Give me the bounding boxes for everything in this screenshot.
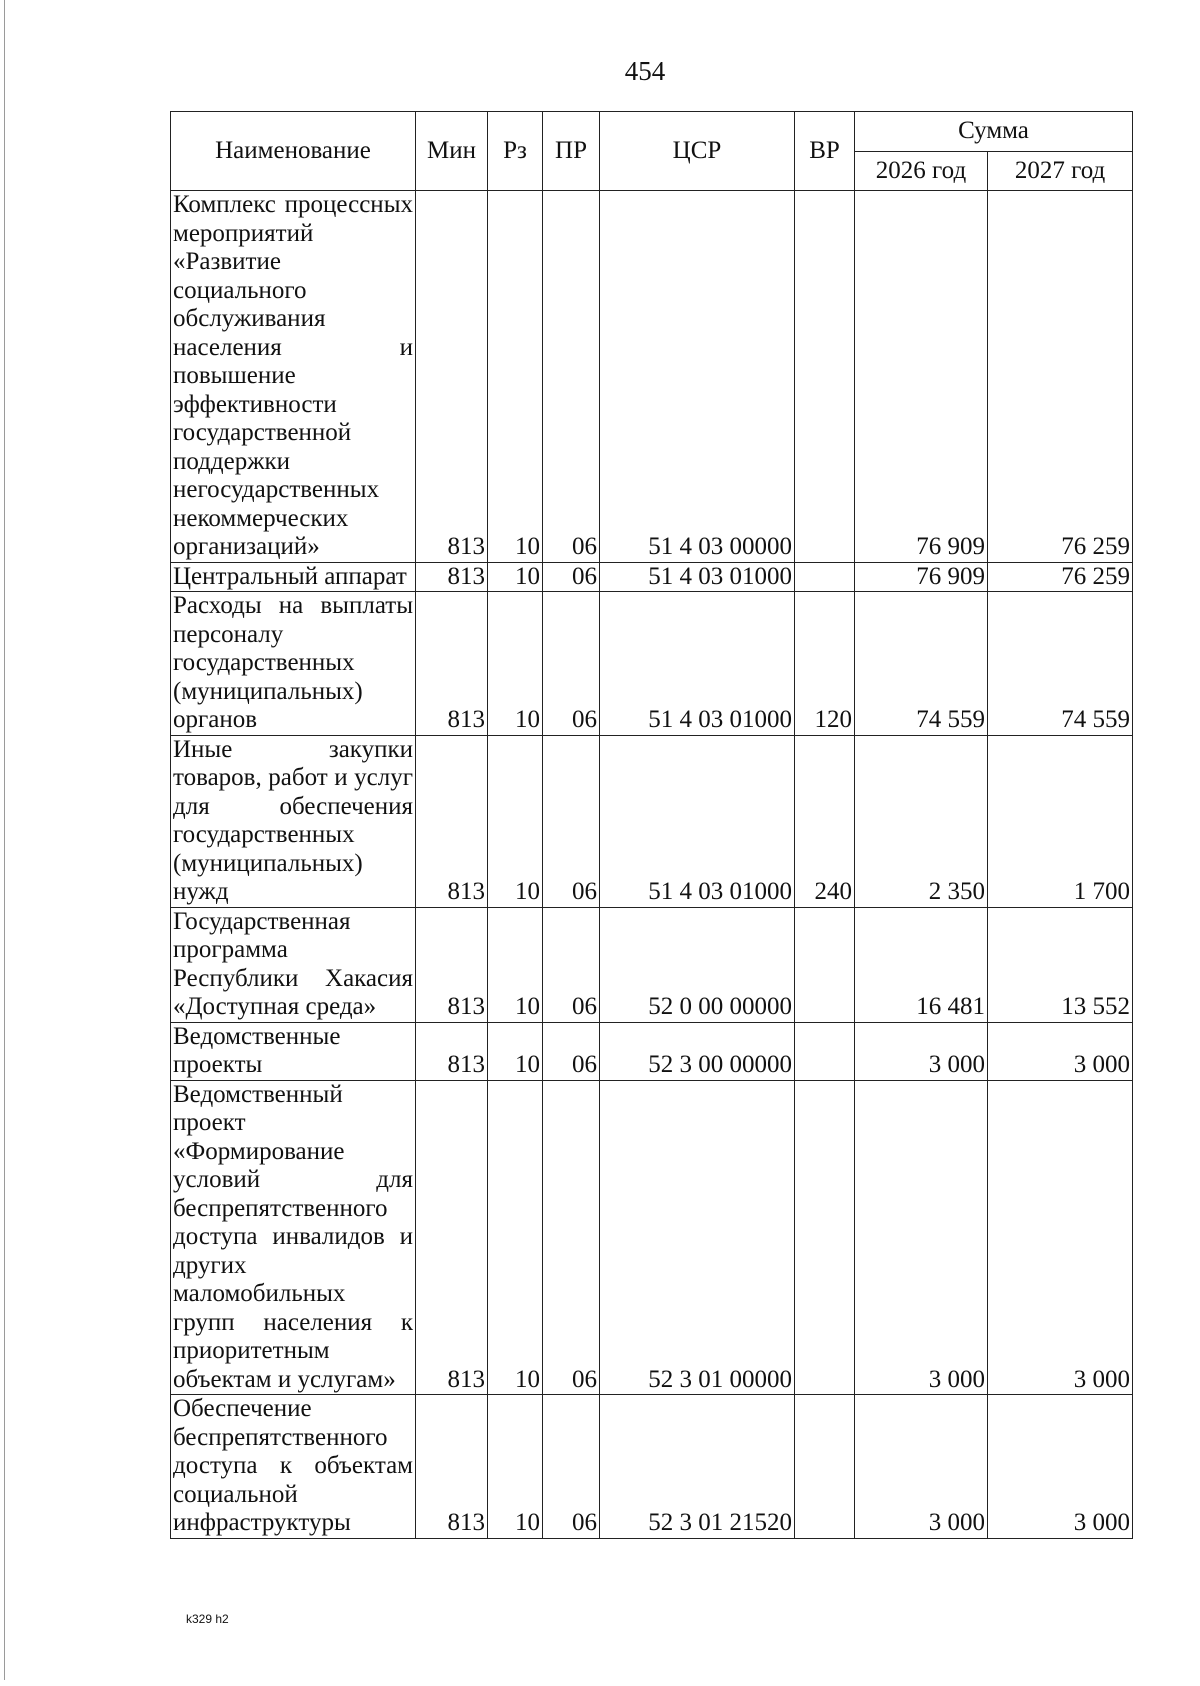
row-vr [795, 191, 855, 563]
row-min: 813 [416, 1022, 488, 1080]
row-rz: 10 [488, 1080, 543, 1395]
row-csr: 51 4 03 00000 [600, 191, 795, 563]
table-body [171, 191, 1133, 1539]
row-csr: 51 4 03 01000 [600, 592, 795, 736]
row-rz: 10 [488, 191, 543, 563]
row-pr: 06 [543, 191, 600, 563]
row-csr: 52 3 01 21520 [600, 1395, 795, 1539]
row-vr [795, 907, 855, 1022]
row-vr: 120 [795, 592, 855, 736]
row-name: Центральный аппарат [171, 562, 416, 592]
row-rz: 10 [488, 562, 543, 592]
row-min: 813 [416, 1395, 488, 1539]
table-row [171, 1022, 1133, 1080]
row-min: 813 [416, 1080, 488, 1395]
row-sum-2026: 76 909 [855, 562, 988, 592]
row-rz: 10 [488, 1022, 543, 1080]
table-row [171, 191, 1133, 563]
row-name: Иные закупки товаров, работ и услуг для обеспечения государственных (муниципальных) нужд [171, 735, 416, 907]
row-name: Расходы на выплаты персоналу государственных (муниципальных) органов [171, 592, 416, 736]
budget-table [170, 111, 1133, 1539]
row-sum-2027: 3 000 [988, 1022, 1133, 1080]
row-vr [795, 1395, 855, 1539]
row-csr: 52 0 00 00000 [600, 907, 795, 1022]
row-vr [795, 1022, 855, 1080]
row-sum-2027: 76 259 [988, 562, 1133, 592]
row-min: 813 [416, 562, 488, 592]
table-row [171, 1395, 1133, 1539]
row-sum-2026: 3 000 [855, 1080, 988, 1395]
footer-code: k329 h2 [186, 1612, 229, 1626]
row-vr: 240 [795, 735, 855, 907]
row-min: 813 [416, 735, 488, 907]
table-row [171, 1080, 1133, 1395]
row-name: Ведомственные проекты [171, 1022, 416, 1080]
row-csr: 51 4 03 01000 [600, 562, 795, 592]
row-csr: 52 3 01 00000 [600, 1080, 795, 1395]
row-sum-2026: 3 000 [855, 1395, 988, 1539]
table-row [171, 735, 1133, 907]
row-sum-2027: 76 259 [988, 191, 1133, 563]
row-pr: 06 [543, 592, 600, 736]
row-name: Ведомственный проект «Формирование условий для беспрепятственного доступа инвалидов и других маломобильных групп населения к приоритетным объектам и услугам» [171, 1080, 416, 1395]
row-pr: 06 [543, 1022, 600, 1080]
row-sum-2027: 74 559 [988, 592, 1133, 736]
row-sum-2027: 3 000 [988, 1080, 1133, 1395]
row-rz: 10 [488, 735, 543, 907]
header-rz: Рз [488, 112, 543, 191]
table-row [171, 592, 1133, 736]
row-csr: 51 4 03 01000 [600, 735, 795, 907]
row-csr: 52 3 00 00000 [600, 1022, 795, 1080]
row-pr: 06 [543, 907, 600, 1022]
row-min: 813 [416, 592, 488, 736]
row-rz: 10 [488, 592, 543, 736]
row-sum-2026: 2 350 [855, 735, 988, 907]
row-min: 813 [416, 907, 488, 1022]
page-number: 454 [624, 56, 666, 86]
row-sum-2026: 3 000 [855, 1022, 988, 1080]
header-min: Мин [416, 112, 488, 191]
header-pr: ПР [543, 112, 600, 191]
table-row [171, 562, 1133, 592]
row-rz: 10 [488, 1395, 543, 1539]
row-pr: 06 [543, 1080, 600, 1395]
row-sum-2026: 74 559 [855, 592, 988, 736]
row-sum-2026: 76 909 [855, 191, 988, 563]
header-name: Наименование [171, 112, 416, 191]
row-pr: 06 [543, 735, 600, 907]
row-rz: 10 [488, 907, 543, 1022]
row-sum-2026: 16 481 [855, 907, 988, 1022]
row-vr [795, 1080, 855, 1395]
row-name: Обеспечение беспрепятственного доступа к объектам социальной инфраструктуры [171, 1395, 416, 1539]
row-name: Государственная программа Республики Хакасия «Доступная среда» [171, 907, 416, 1022]
header-csr: ЦСР [600, 112, 795, 191]
row-name: Комплекс процессных мероприятий «Развитие социального обслуживания населения и повышение эффективности государственной поддержки негосударственных некоммерческих организаций» [171, 191, 416, 563]
row-vr [795, 562, 855, 592]
row-sum-2027: 13 552 [988, 907, 1133, 1022]
header-vr: ВР [795, 112, 855, 191]
table-row [171, 907, 1133, 1022]
row-pr: 06 [543, 562, 600, 592]
row-sum-2027: 1 700 [988, 735, 1133, 907]
row-sum-2027: 3 000 [988, 1395, 1133, 1539]
header-year-2027: 2027 год [988, 151, 1133, 191]
row-pr: 06 [543, 1395, 600, 1539]
header-year-2026: 2026 год [855, 151, 988, 191]
header-sum: Сумма [855, 112, 1133, 152]
row-min: 813 [416, 191, 488, 563]
